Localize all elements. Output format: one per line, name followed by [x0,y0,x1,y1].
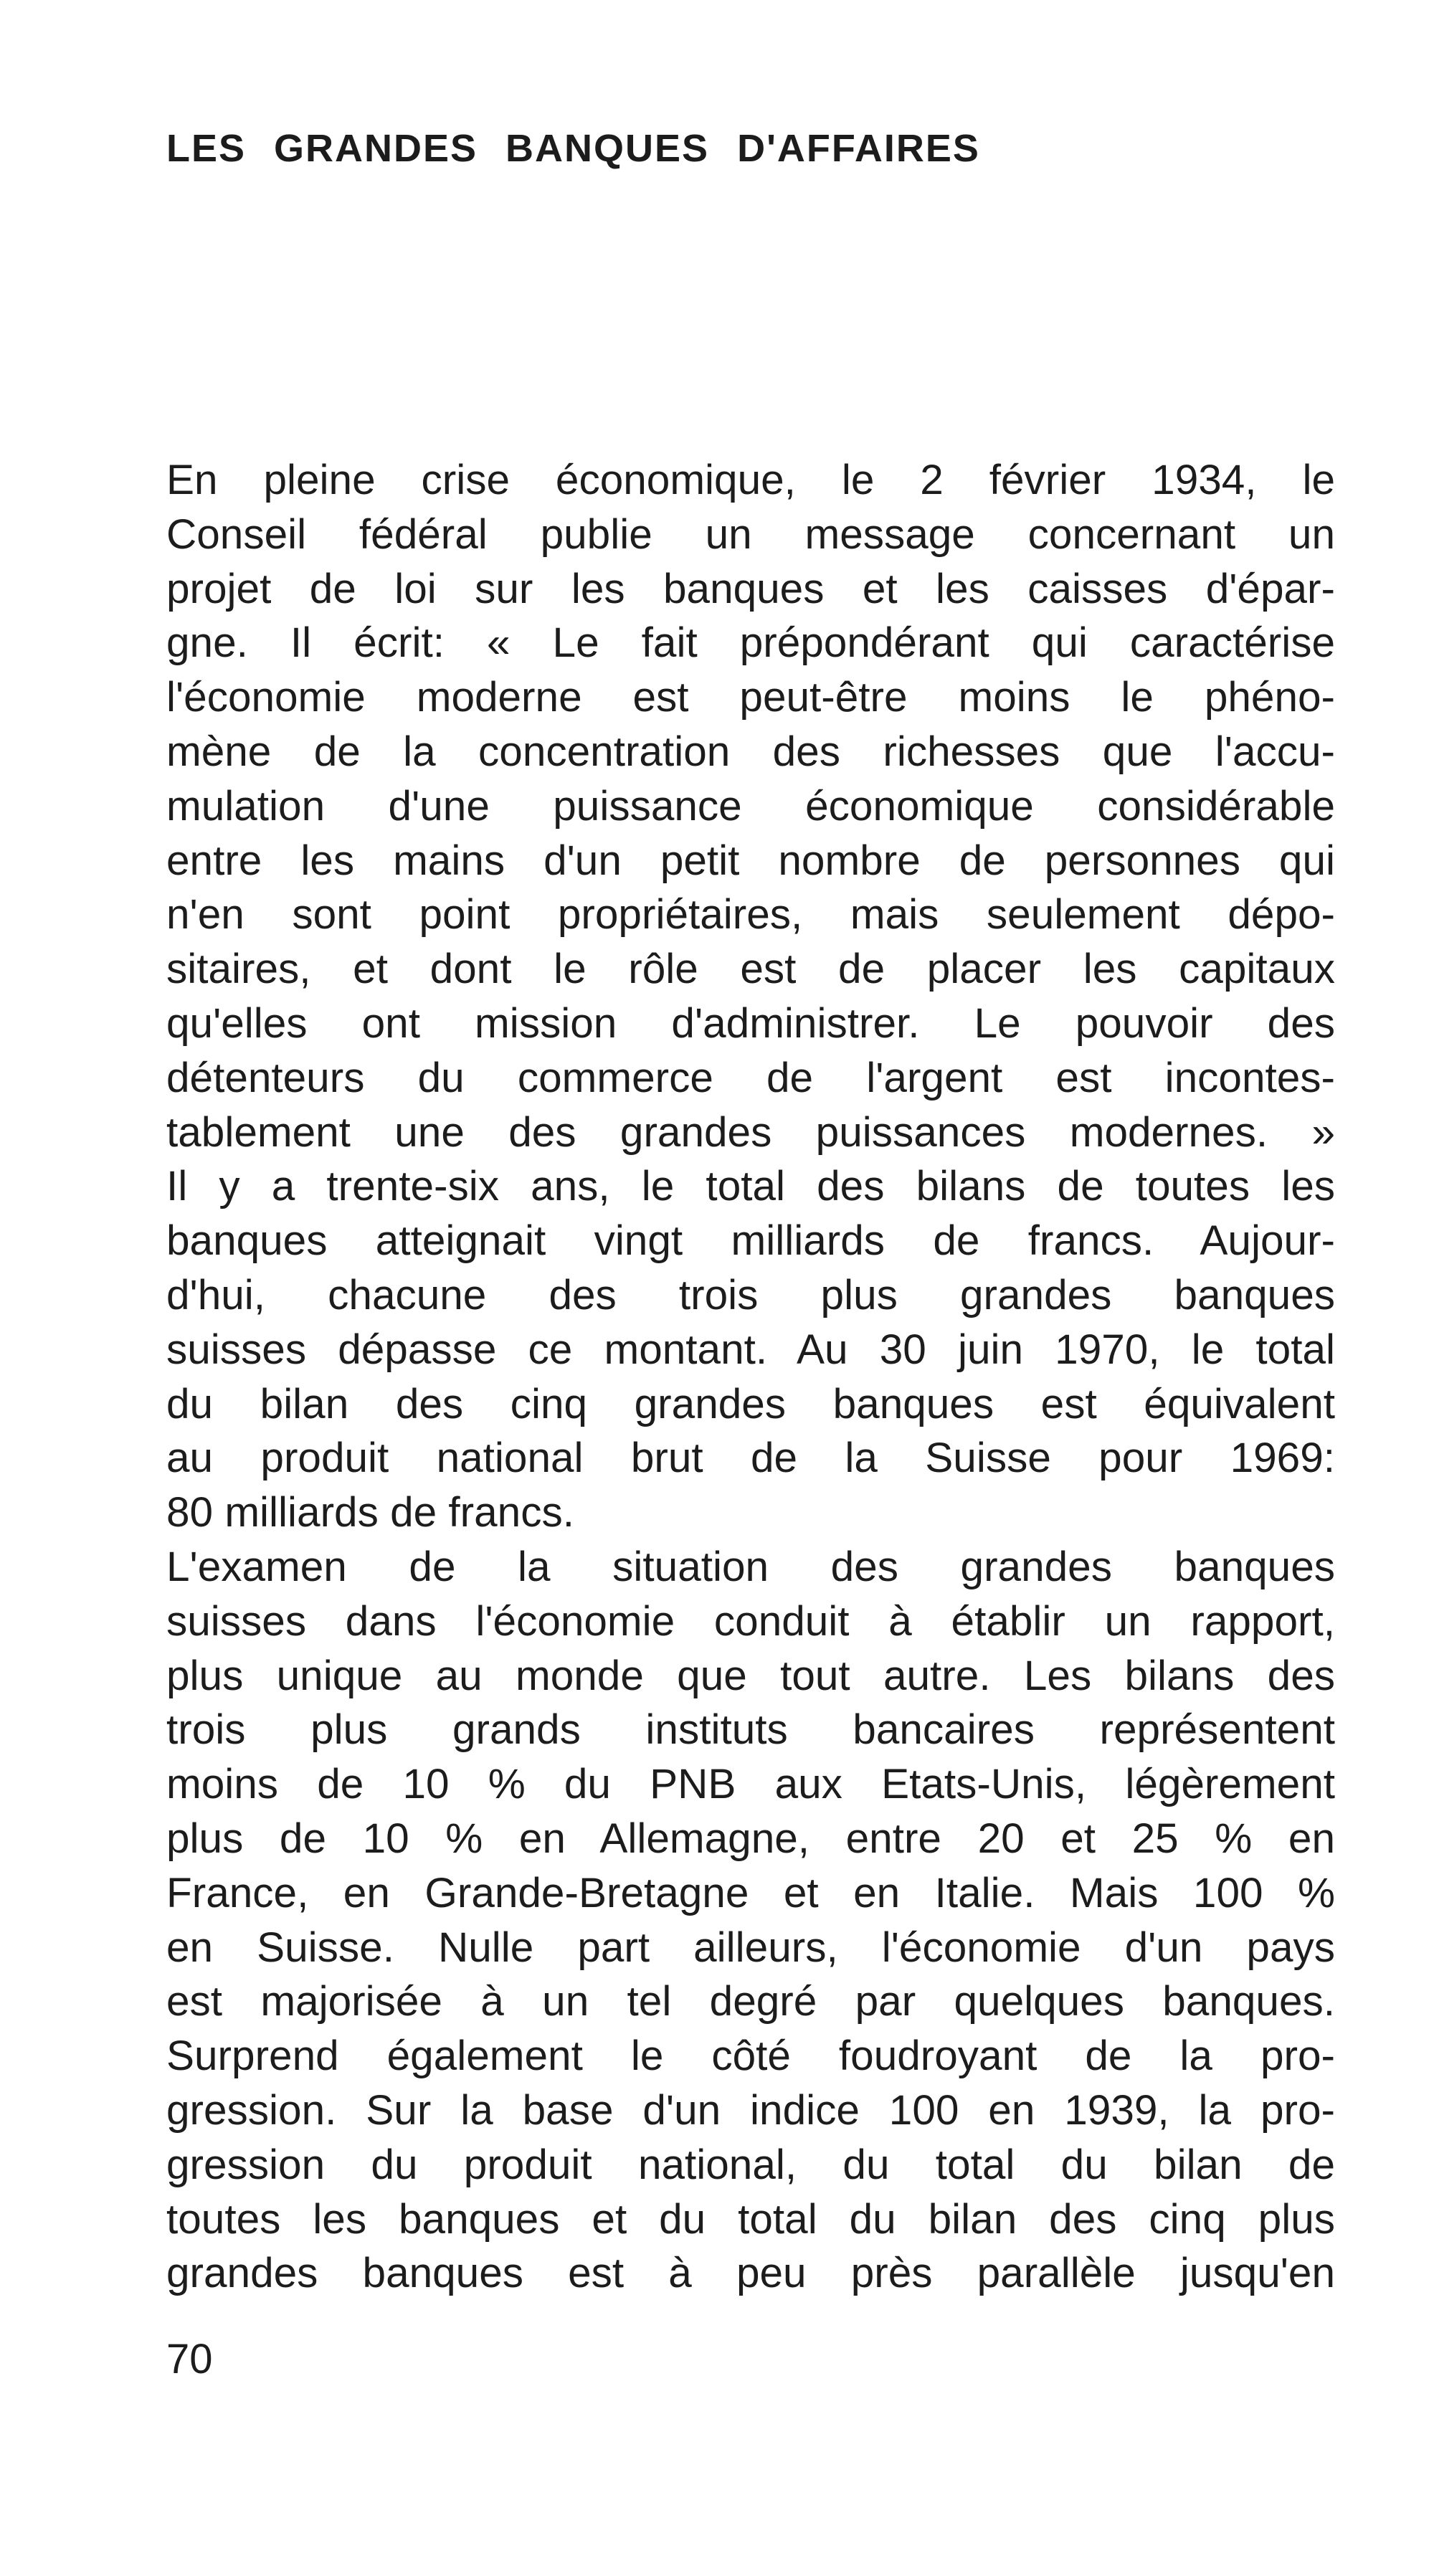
text-line: trois plus grands instituts bancaires représentent [166,1706,1335,1754]
paragraph-1 [166,453,1335,1159]
paragraph-2 [166,1159,1335,1540]
text-line: banques atteignait vingt milliards de francs. Aujour- [166,1217,1335,1265]
text-line: toutes les banques et du total du bilan des cinq plus [166,2195,1335,2243]
paragraph-3 [166,1540,1335,2301]
text-line: qu'elles ont mission d'administrer. Le pouvoir des [166,999,1335,1047]
text-line: Surprend également le côté foudroyant de la pro- [166,2033,1335,2080]
text-line: gression du produit national, du total du bilan de [166,2141,1335,2188]
body-text [166,453,1335,2301]
text-line: L'examen de la situation des grandes banques [166,1543,1335,1590]
text-line: mène de la concentration des richesses que l'accu- [166,728,1335,775]
text-line: gne. Il écrit: « Le fait prépondérant qui caractérise [166,619,1335,667]
text-line: l'économie moderne est peut-être moins le phéno- [166,674,1335,721]
text-line: en Suisse. Nulle part ailleurs, l'économie d'un pays [166,1924,1335,1971]
text-line: Il y a trente-six ans, le total des bilans de toutes les [166,1163,1335,1210]
text-line: mulation d'une puissance économique considérable [166,782,1335,830]
text-line: est majorisée à un tel degré par quelques banques. [166,1978,1335,2025]
text-line: au produit national brut de la Suisse pour 1969: [166,1435,1335,1482]
text-line: tablement une des grandes puissances modernes. » [166,1108,1335,1156]
text-line: 80 milliards de francs. [166,1489,574,1536]
text-line: suisses dans l'économie conduit à établir un rapport, [166,1597,1335,1645]
text-line: entre les mains d'un petit nombre de personnes qui [166,837,1335,884]
text-line: détenteurs du commerce de l'argent est incontes- [166,1054,1335,1101]
text-line: plus unique au monde que tout autre. Les bilans des [166,1652,1335,1699]
text-line: projet de loi sur les banques et les caisses d'épar- [166,565,1335,612]
text-line: suisses dépasse ce montant. Au 30 juin 1970, le total [166,1326,1335,1373]
text-line: France, en Grande-Bretagne et en Italie. Mais 100 % [166,1869,1335,1916]
text-line: En pleine crise économique, le 2 février 1934, le [166,457,1335,503]
text-line: Conseil fédéral publie un message concernant un [166,510,1335,558]
text-line: n'en sont point propriétaires, mais seulement dépo- [166,891,1335,938]
text-line: grandes banques est à peu près parallèle jusqu'en [166,2250,1335,2297]
text-line: moins de 10 % du PNB aux Etats-Unis, légèrement [166,1761,1335,1808]
running-head: LES GRANDES BANQUES D'AFFAIRES [166,127,980,170]
text-line: d'hui, chacune des trois plus grandes banques [166,1271,1335,1318]
text-line: plus de 10 % en Allemagne, entre 20 et 25 % en [166,1815,1335,1862]
text-line: sitaires, et dont le rôle est de placer les capitaux [166,946,1335,993]
page-number: 70 [166,2336,213,2382]
text-line: gression. Sur la base d'un indice 100 en 1939, la pro- [166,2086,1335,2134]
text-line: du bilan des cinq grandes banques est équivalent [166,1380,1335,1427]
